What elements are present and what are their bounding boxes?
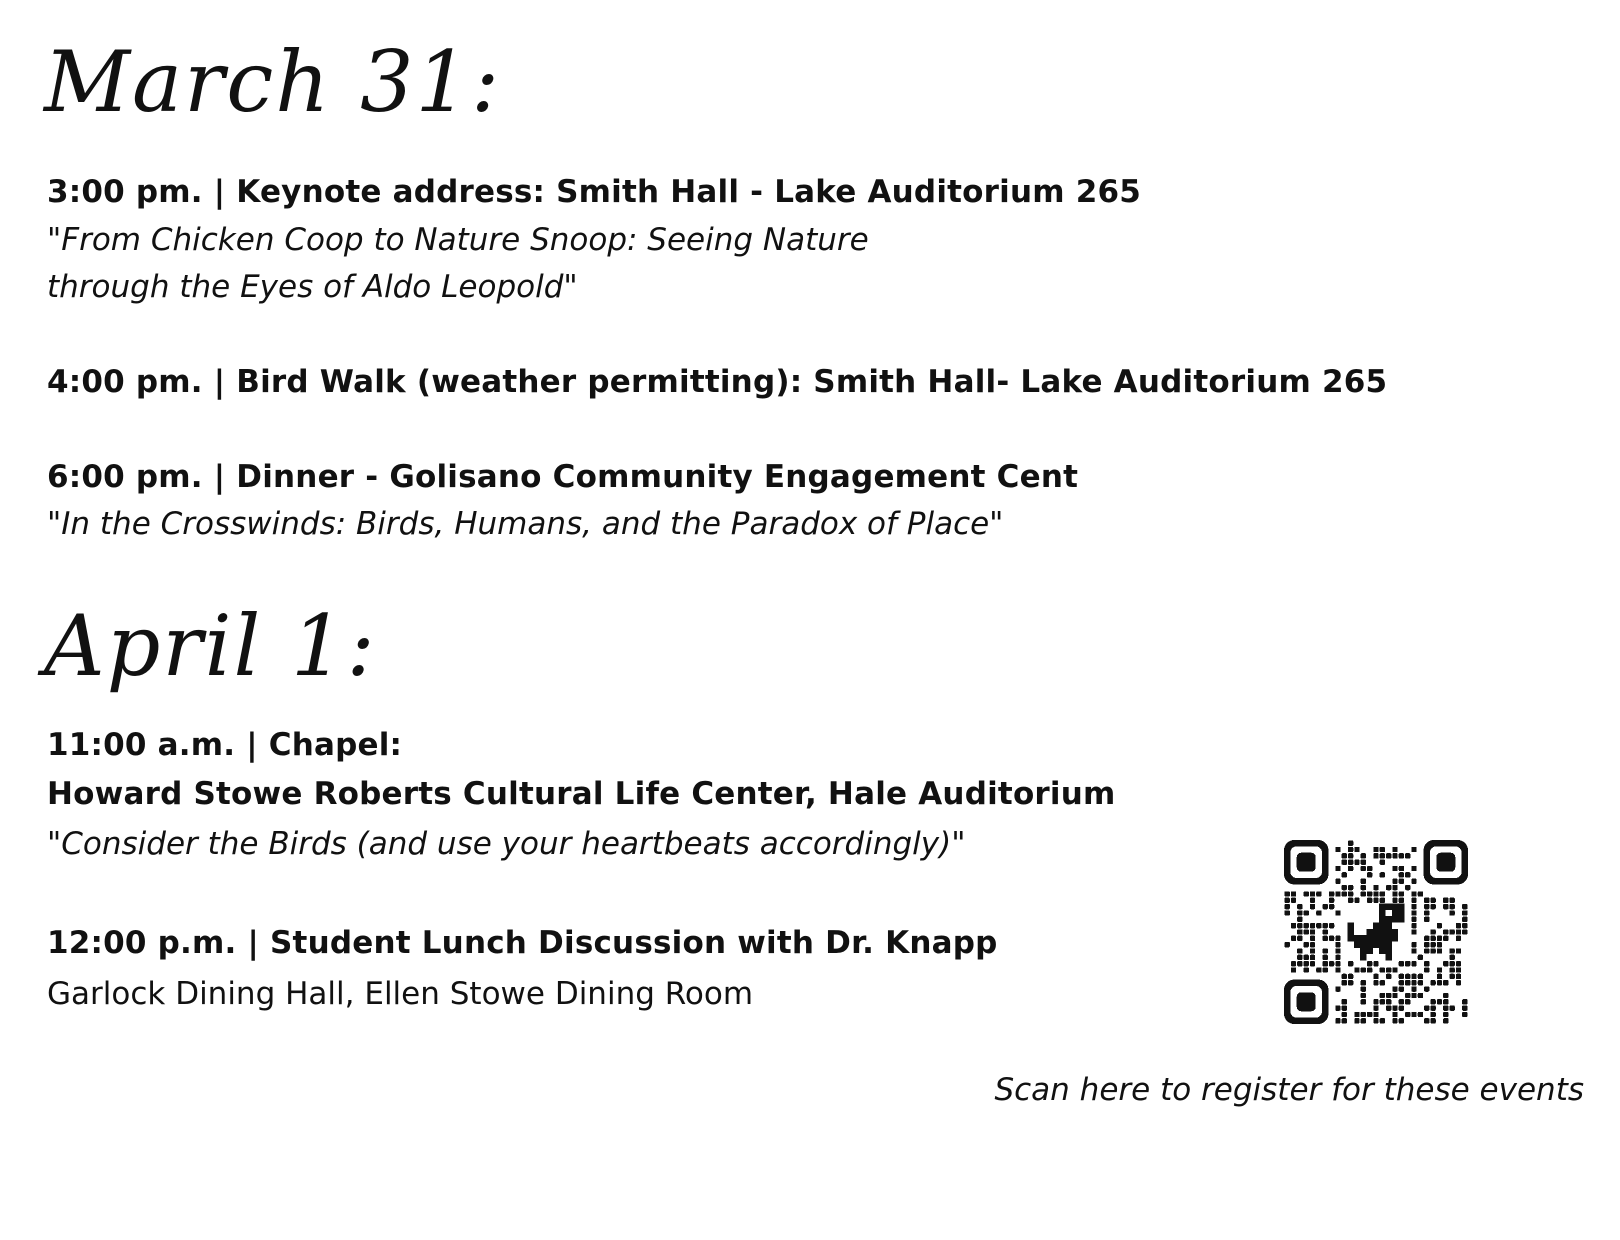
keynote-event-title: 3:00 pm. | Keynote address: Smith Hall - Lake Auditorium 265	[47, 174, 1142, 210]
lunch-event-location: Garlock Dining Hall, Ellen Stowe Dining Room	[47, 976, 754, 1012]
dinner-event-title: 6:00 pm. | Dinner - Golisano Community Engagement Cent	[47, 459, 1079, 495]
chapel-event-title-line-2: Howard Stowe Roberts Cultural Life Center, Hale Auditorium	[47, 776, 1116, 812]
march-31-heading: March 31:	[44, 33, 502, 131]
keynote-event-subtitle-line-2: through the Eyes of Aldo Leopold"	[47, 269, 578, 305]
bird-walk-event-title: 4:00 pm. | Bird Walk (weather permitting): Smith Hall- Lake Auditorium 265	[47, 364, 1388, 400]
chapel-event-subtitle: "Consider the Birds (and use your heartbeats accordingly)"	[47, 826, 966, 862]
dinosaur-icon	[1347, 903, 1404, 960]
chapel-event-title-line-1: 11:00 a.m. | Chapel:	[47, 727, 403, 763]
dinner-event-subtitle: "In the Crosswinds: Birds, Humans, and the Paradox of Place"	[47, 506, 1004, 542]
qr-finder-pattern	[1424, 840, 1468, 884]
qr-finder-pattern	[1284, 980, 1328, 1024]
qr-scan-caption: Scan here to register for these events	[994, 1072, 1584, 1108]
lunch-event-title: 12:00 p.m. | Student Lunch Discussion with Dr. Knapp	[47, 925, 998, 961]
keynote-event-subtitle-line-1: "From Chicken Coop to Nature Snoop: Seeing Nature	[47, 222, 869, 258]
qr-finder-pattern	[1284, 840, 1328, 884]
april-1-heading: April 1:	[44, 597, 377, 695]
registration-qr-code[interactable]	[1284, 840, 1468, 1024]
